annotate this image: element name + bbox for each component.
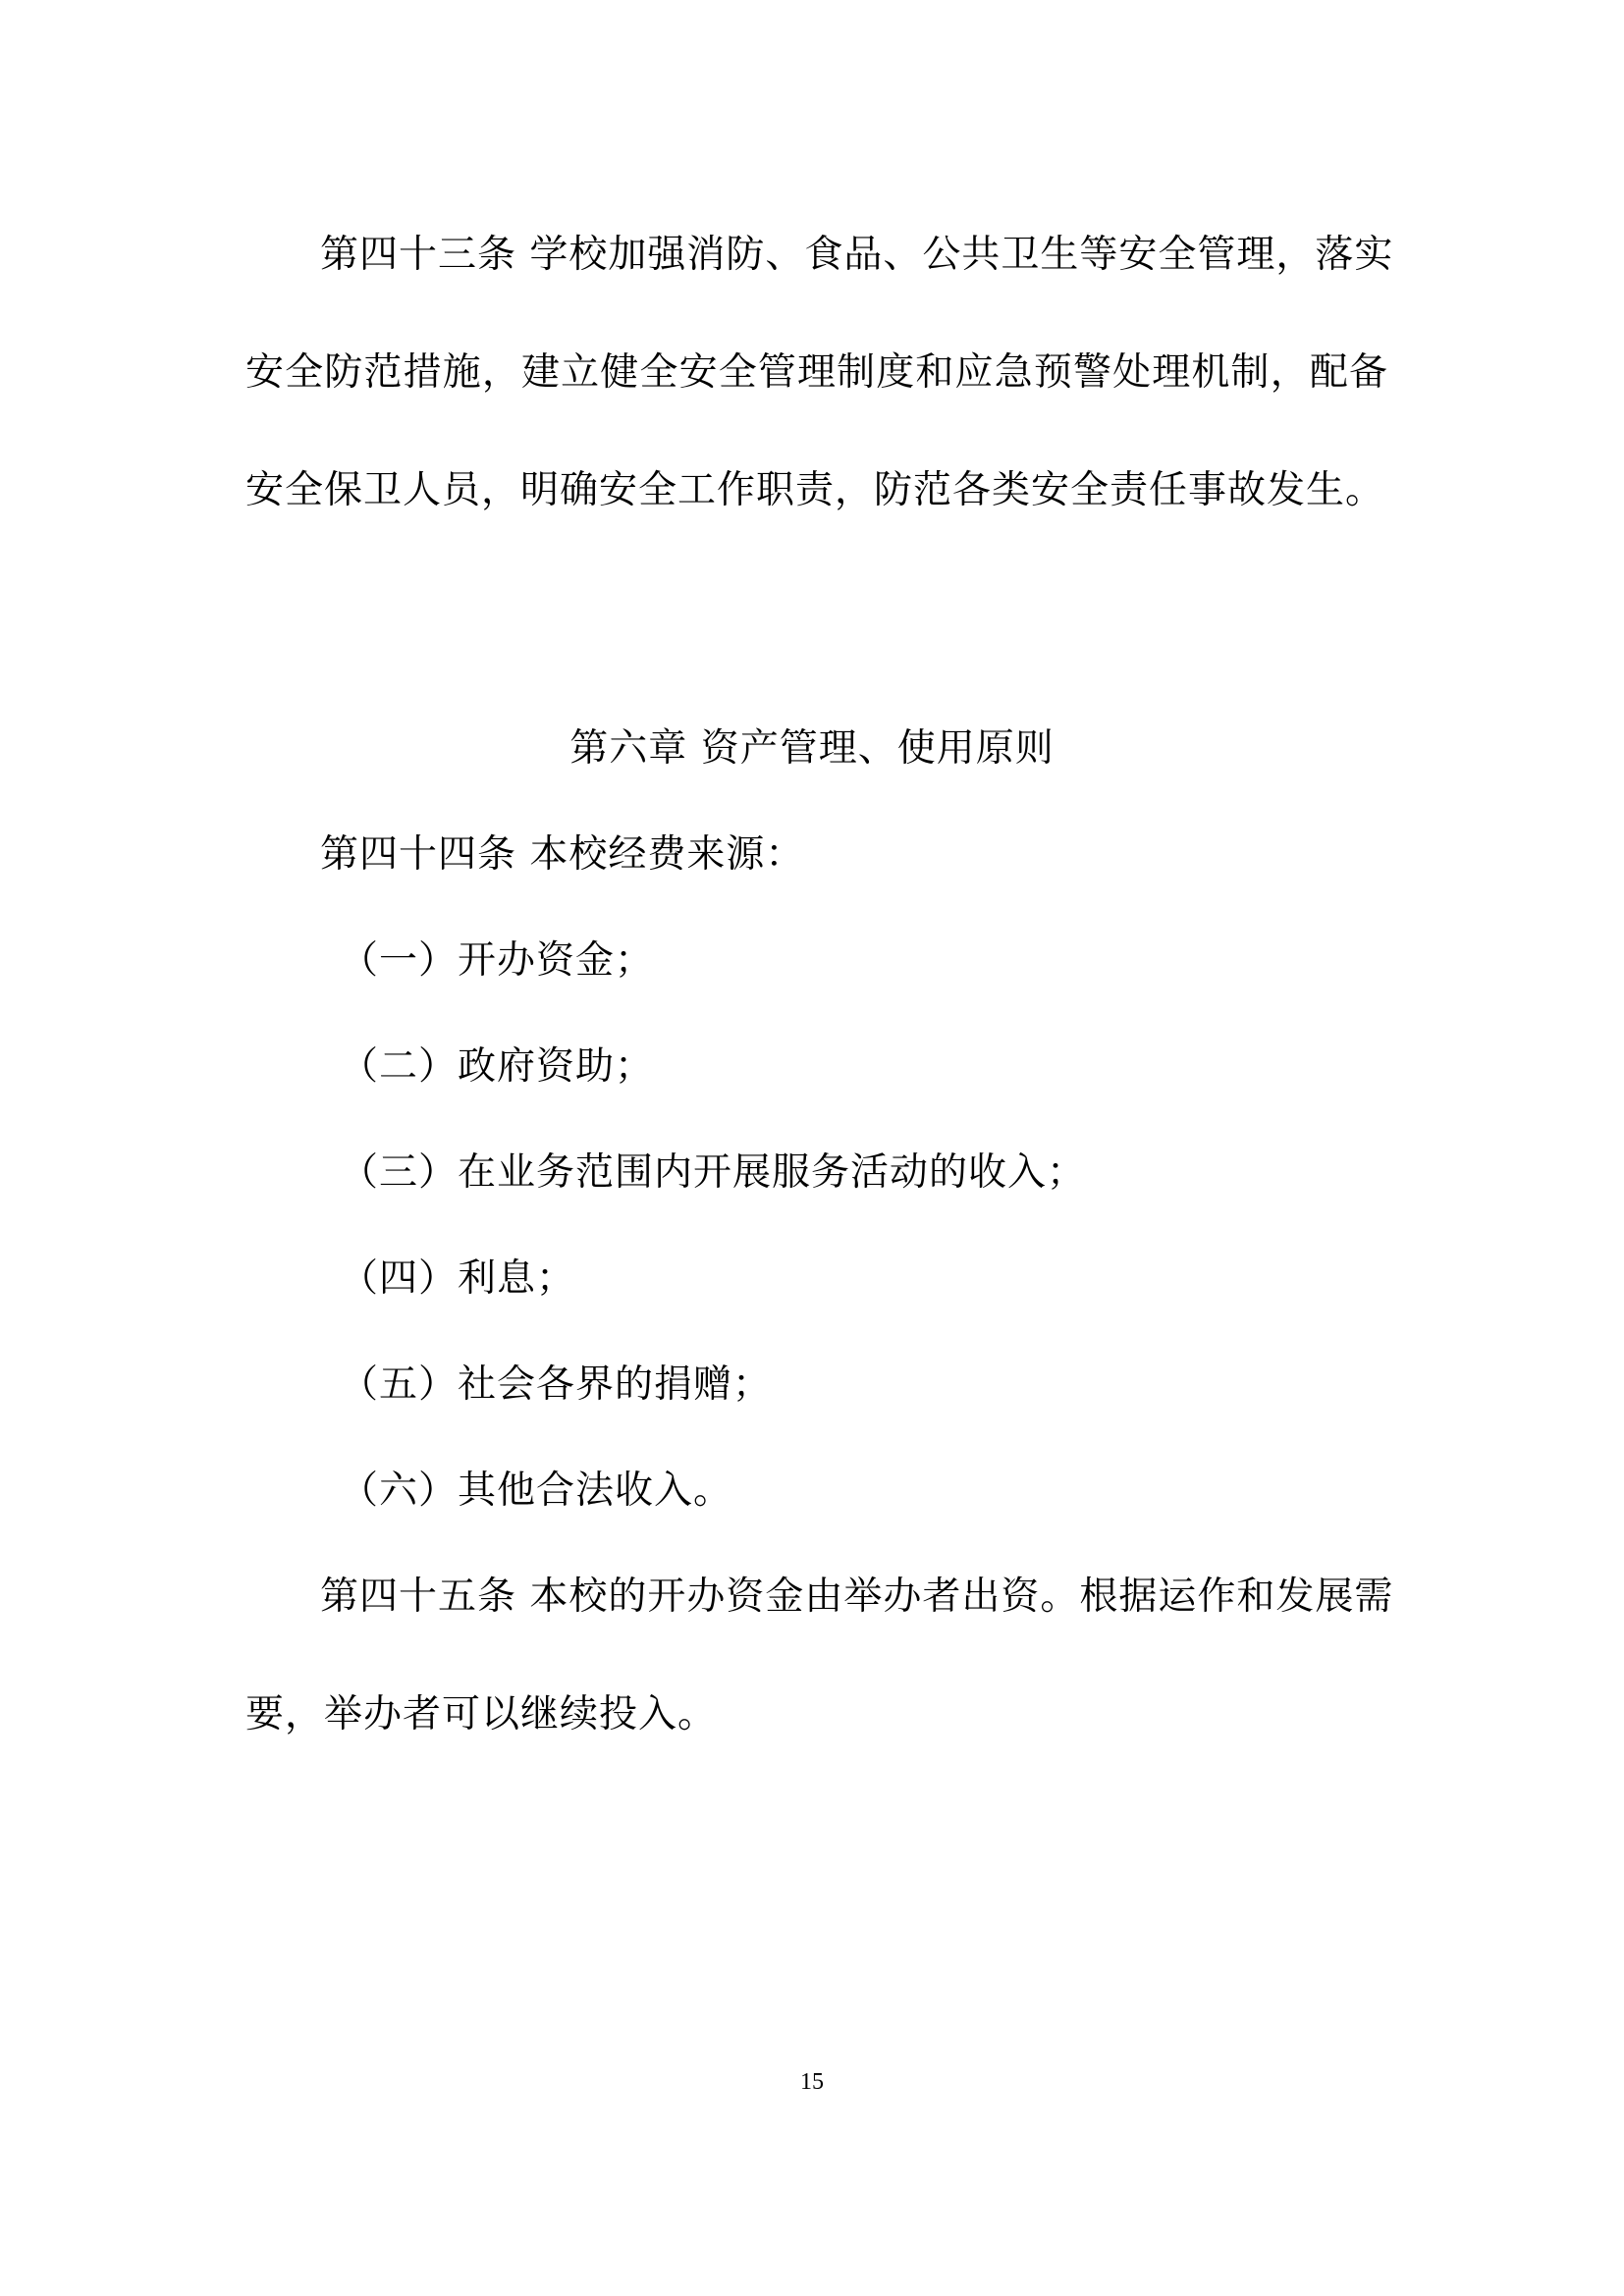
article-43-line-3: 安全保卫人员，明确安全工作职责，防范各类安全责任事故发生。 bbox=[245, 468, 1385, 512]
article-45-line-2: 要，举办者可以继续投入。 bbox=[245, 1692, 718, 1736]
article-43-line-2: 安全防范措施，建立健全安全管理制度和应急预警处理机制，配备 bbox=[245, 350, 1388, 395]
list-item: （四）利息； bbox=[340, 1256, 576, 1301]
article-45-line-1: 第四十五条 本校的开办资金由举办者出资。根据运作和发展需 bbox=[320, 1575, 1394, 1619]
list-item: （五）社会各界的捐赠； bbox=[340, 1362, 773, 1407]
list-item: （六）其他合法收入。 bbox=[340, 1468, 733, 1513]
article-43-line-1: 第四十三条 学校加强消防、食品、公共卫生等安全管理，落实 bbox=[320, 233, 1394, 277]
article-44-intro: 第四十四条 本校经费来源： bbox=[320, 832, 805, 877]
chapter-title: 第六章 资产管理、使用原则 bbox=[569, 726, 1055, 771]
list-item: （二）政府资助； bbox=[340, 1044, 655, 1089]
list-item: （一）开办资金； bbox=[340, 938, 655, 983]
list-item: （三）在业务范围内开展服务活动的收入； bbox=[340, 1150, 1087, 1195]
page-number: 15 bbox=[800, 2069, 824, 2095]
